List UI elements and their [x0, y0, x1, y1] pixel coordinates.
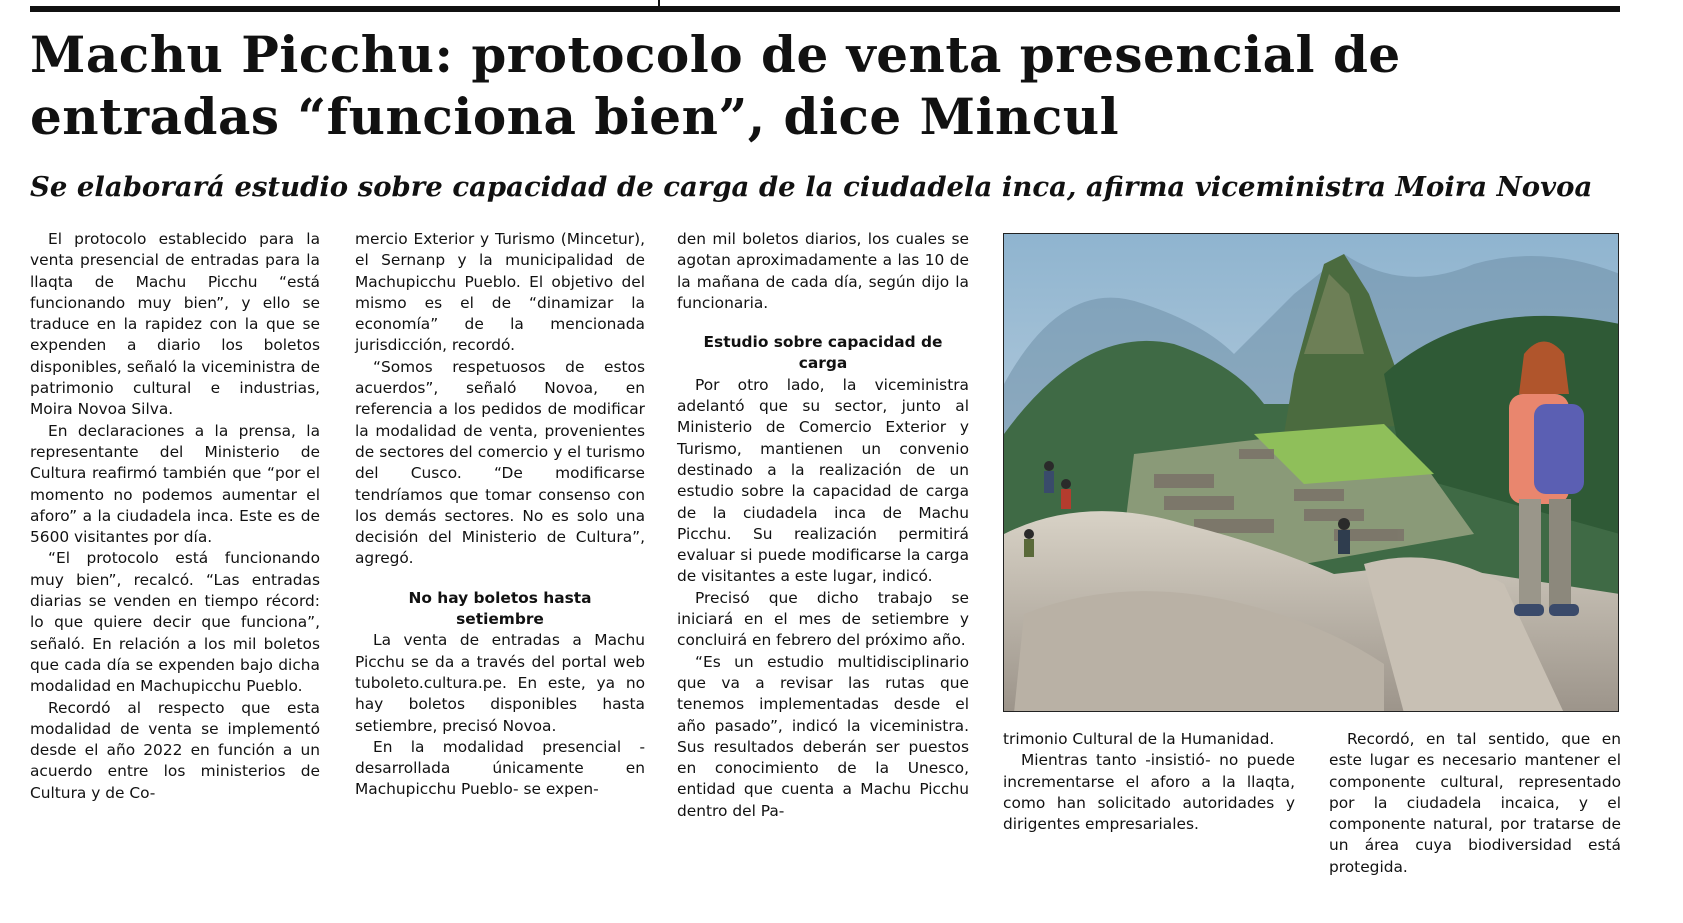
paragraph: mercio Exterior y Turismo (Mincetur), el Sernanp y la municipalidad de Machupicchu Pueblo. El objetivo del mismo es el de “dinamizar la economía” de la mencionada jurisdicción, recordó. [355, 230, 645, 355]
section-heading: Estudio sobre capacidad de carga [703, 333, 943, 373]
headline [30, 24, 1630, 148]
subheadline: Se elaborará estudio sobre capacidad de carga de la ciudadela inca, afirma viceministra Moira Novoa [30, 171, 1593, 203]
headline-line-2: entradas “funciona bien”, dice Mincul [30, 87, 1120, 146]
headline-line-1: Machu Picchu: protocolo de venta presencial de [30, 25, 1401, 84]
photo-illustration [1004, 234, 1619, 712]
column-tick [658, 0, 660, 8]
paragraph: En la modalidad presencial -desarrollada únicamente en Machupicchu Pueblo- se expen- [355, 737, 645, 799]
article-column-4 [1003, 729, 1295, 835]
top-rule [30, 6, 1620, 12]
paragraph: Por otro lado, la viceministra adelantó que su sector, junto al Ministerio de Comercio Exterior y Turismo, mantienen un convenio destinado a la realización de un estudio sobre la capacidad de carga de la ciudadela inca de Machu Picchu. Su realización permitirá evaluar si puede modificarse la carga de visitantes a este lugar, indicó. [677, 375, 969, 586]
machu-picchu-photo [1003, 233, 1619, 712]
paragraph: “El protocolo está funcionando muy bien”, recalcó. “Las entradas diarias se venden en tiempo récord: lo que quiere decir que funciona”, señaló. En relación a los mil boletos que cada día se expenden bajo dicha modalidad en Machupicchu Pueblo. [30, 549, 320, 696]
paragraph: El protocolo establecido para la venta presencial de entradas para la llaqta de Machu Picchu “está funcionando muy bien”, y ello se traduce en la rapidez con la que se expenden a diario los boletos disponibles, señaló la viceministra de patrimonio cultural e industrias, Moira Novoa Silva. [30, 230, 320, 419]
paragraph: “Somos respetuosos de estos acuerdos”, señaló Novoa, en referencia a los pedidos de modificar la modalidad de venta, provenientes de sectores del comercio y el turismo del Cusco. “De modificarse tendríamos que tomar consenso con los demás sectores. No es solo una decisión del Ministerio de Cultura”, agregó. [355, 357, 645, 568]
paragraph: Recordó al respecto que esta modalidad de venta se implementó desde el año 2022 en función a un acuerdo entre los ministerios de Cultura y de Co- [30, 698, 320, 802]
article-column-3 [677, 229, 969, 822]
paragraph: La venta de entradas a Machu Picchu se da a través del portal web tuboleto.cultura.pe. En este, ya no hay boletos disponibles hasta setiembre, precisó Novoa. [355, 631, 645, 735]
article-column-1 [30, 229, 320, 804]
section-heading: No hay boletos hasta setiembre [408, 588, 592, 629]
paragraph: Recordó, en tal sentido, que en este lugar es necesario mantener el componente cultural, representado por la ciudadela incaica, y el componente natural, por tratarse de un área cuya biodiversidad está protegida. [1329, 730, 1621, 876]
paragraph: En declaraciones a la prensa, la representante del Ministerio de Cultura reafirmó también que “por el momento no podemos aumentar el aforo” a la ciudadela inca. Este es de 5600 visitantes por día. [30, 421, 320, 547]
article-column-5 [1329, 729, 1621, 878]
paragraph: trimonio Cultural de la Humanidad. [1003, 730, 1275, 748]
paragraph: Mientras tanto -insistió- no puede incrementarse el aforo a la llaqta, como han solicitado autoridades y dirigentes empresariales. [1003, 751, 1295, 834]
article-column-2 [355, 229, 645, 801]
paragraph: Precisó que dicho trabajo se iniciará en el mes de setiembre y concluirá en febrero del próximo año. [677, 588, 969, 650]
paragraph: den mil boletos diarios, los cuales se agotan aproximadamente a las 10 de la mañana de cada día, según dijo la funcionaria. [677, 230, 969, 312]
paragraph: “Es un estudio multidisciplinario que va a revisar las rutas que tenemos implementadas desde el año pasado”, indicó la viceministra. Sus resultados deberán ser puestos en conocimiento de la Unesco, entidad que cuenta a Machu Picchu dentro del Pa- [677, 652, 969, 820]
